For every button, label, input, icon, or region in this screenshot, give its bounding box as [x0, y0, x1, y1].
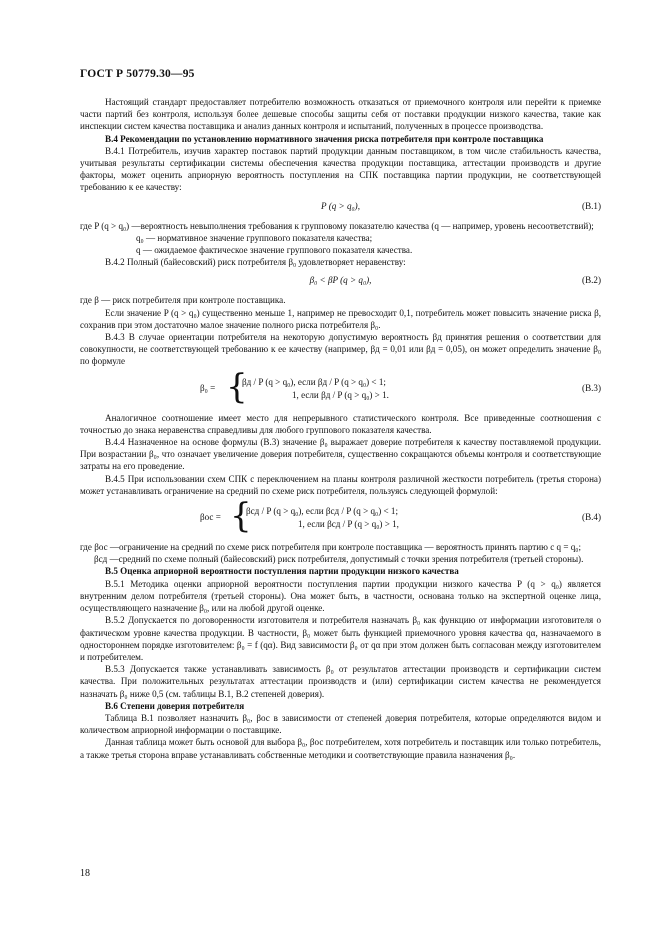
paragraph-b51: В.5.1 Методика оценки априорной вероятности поступления партии продукции низкого качества P (q > q₀) является внутренним делом потребителя (третьей стороны). Она может быть, в частности, основана только на экспертной оценке лица, осуществляющего назначение β₀, или на любой другой оценке. — [80, 578, 601, 614]
formula-b4 — [80, 497, 601, 541]
paragraph-b42-cont: Если значение P (q > q₀) существенно меньше 1, например не превосходит 0,1, потребитель может повысить значение риска β, сохранив при этом достаточно малое значение полного риска потребителя β₀. — [80, 307, 601, 330]
paragraph-b53: В.5.3 Допускается также устанавливать зависимость β₀ от результатов аттестации производств и сертификации систем качества. При положительных результатах аттестации производств и (или) сертификации систем качества не рекомендуется назначать β₀ ниже 0,5 (см. таблицы В.1, В.2 степеней доверия). — [80, 664, 601, 699]
formula-b2-number: (В.2) — [582, 275, 601, 286]
where-block-b4 — [80, 541, 601, 553]
formula-b4-number: (В.4) — [582, 512, 601, 523]
formula-b3-brace: { — [226, 366, 248, 407]
paragraph-intro: Настоящий стандарт предоставляет потребителю возможность отказаться от приемочного контроля или перейти к приемке части партий без контроля, используя более дешевые способы защиты себя от поставки продукции низкого качества, такие как инспекции систем качества поставщика и анализ данных контроля и испытаний, полученных в процессе производства. — [80, 97, 601, 132]
formula-b4-case-1: βсд / P (q > q₀), если βсд / P (q > q₀) < 1; — [246, 506, 398, 517]
definition-q: q — ожидаемое фактическое значение группового показателя качества. — [136, 245, 413, 256]
formula-b3-cases — [242, 376, 389, 402]
where-block-b4b — [80, 553, 601, 565]
section-title-b6: В.6 Степени доверия потребителя — [105, 700, 245, 711]
paragraph-b43: В.4.3 В случае ориентации потребителя на некоторую допустимую вероятность βд принятия решения о соответствии для совокупности, не соответствующей требованию к ее качеству (например, βд = 0,01 или βд = 0,05), он может определить значение β₀ по формуле — [80, 332, 601, 367]
where-b4b-text: средний по схеме полный (байесовский) риск потребителя, допустимый с точки зрения потребителя (третьей стороны). — [118, 554, 584, 565]
where-block-b1 — [80, 220, 601, 232]
formula-b3-lhs: β₀ = — [200, 382, 216, 393]
paragraph-b41: В.4.1 Потребитель, изучив характер поставок партий продукции данным поставщиком, в том числе стабильность качества, учитывая результаты сертификации системы обеспечения качества продукции поставщика, аттестации производств и другие факторы, может оценить априорную вероятность поступления на СПК поставщика партии продукции, не соответствующей требованию к ее качеству: — [80, 145, 601, 193]
where-b4-text: ограничение на средний по схеме риск потребителя при контроле поставщика — вероятность принять партию с q = q₀; — [119, 542, 581, 553]
formula-b4-brace: { — [230, 496, 252, 537]
formula-b1-number: (В.1) — [582, 200, 601, 211]
paragraph-b6-2: Данная таблица может быть основой для выбора β₀, βос потребителем, хотя потребитель и поставщик или только потребитель, а также третья сторона вправе устанавливать собственные методики и соответствующие правила назначения β₀. — [80, 737, 601, 760]
definition-q0: q₀ — нормативное значение группового показателя качества; — [136, 232, 373, 243]
where-b4-label: где βос — — [80, 542, 120, 553]
definitions-b1 — [80, 232, 601, 256]
page-number: 18 — [80, 868, 90, 879]
paragraph-b44: В.4.4 Назначенное на основе формулы (В.3) значение β₀ выражает доверие потребителя к качеству поставляемой продукции. При возрастании β₀, что означает увеличение доверия потребителя, существенно сокращаются объемы контроля и соответствующие затраты на его проведение. — [80, 437, 601, 472]
formula-b2 — [80, 268, 601, 294]
section-title-b5: В.5 Оценка априорной вероятности поступления партии продукции низкого качества — [105, 566, 459, 577]
paragraph-b52: В.5.2 Допускается по договоренности изготовителя и потребителя назначать β₀ как функцию от информации изготовителя о фактическом уровне качества продукции. В частности, β₀ может быть функцией приемочного уровня качества qα, назначаемого в одностороннем порядке изготовителем: β₀ = f (qα). Вид зависимости β₀ от qα при этом должен быть согласован между изготовителем и потребителем. — [80, 615, 601, 662]
formula-b3-number: (В.3) — [582, 382, 601, 393]
formula-b3-case-2: 1, если βд / P (q > q₀) > 1. — [292, 389, 389, 400]
formula-b4-cases — [246, 505, 399, 531]
where-b1-text: вероятность невыполнения требования к групповому показателю качества (q — например, уровень несоответствий); — [140, 220, 594, 231]
formula-b2-expression: β₀ < βP (q > q₀), — [309, 275, 372, 286]
document-header: ГОСТ Р 50779.30—95 — [80, 68, 195, 80]
formula-b1-expression: P (q > q₀), — [321, 200, 360, 211]
where-b4b-label: βсд — — [94, 554, 119, 565]
formula-b4-case-2: 1, если βсд / P (q > q₀) > 1, — [298, 519, 399, 530]
paragraph-b42-where: где β — риск потребителя при контроле поставщика. — [80, 295, 286, 306]
paragraph-b45: В.4.5 При использовании схем СПК с переключением на планы контроля различной жесткости потребитель (третья сторона) может устанавливать ограничение на средний по схеме риск потребителя, пользуясь следующей формулой: — [80, 473, 601, 496]
where-b1-label: где P (q > q₀) — — [80, 220, 141, 231]
paragraph-b6-1: Таблица В.1 позволяет назначить β₀, βос в зависимости от степеней доверия потребителя, которые определяются видом и количеством априорной информации о поставщике. — [80, 712, 601, 736]
paragraph-b43-cont: Аналогичное соотношение имеет место для непрерывного статистического контроля. Все приведенные соотношения с точностью до знака неравенства справедливы для любого группового показателя качества. — [80, 412, 601, 435]
formula-b3 — [80, 368, 601, 412]
document-body — [80, 96, 601, 761]
paragraph-b42: В.4.2 Полный (байесовский) риск потребителя β₀ удовлетворяет неравенству: — [105, 257, 406, 268]
formula-b1 — [80, 194, 601, 220]
section-title-b4: В.4 Рекомендации по установлению нормативного значения риска потребителя при контроле поставщика — [105, 133, 544, 144]
formula-b4-lhs: βос = — [200, 512, 221, 523]
formula-b3-case-1: βд / P (q > q₀), если βд / P (q > q₀) < 1; — [242, 376, 386, 387]
